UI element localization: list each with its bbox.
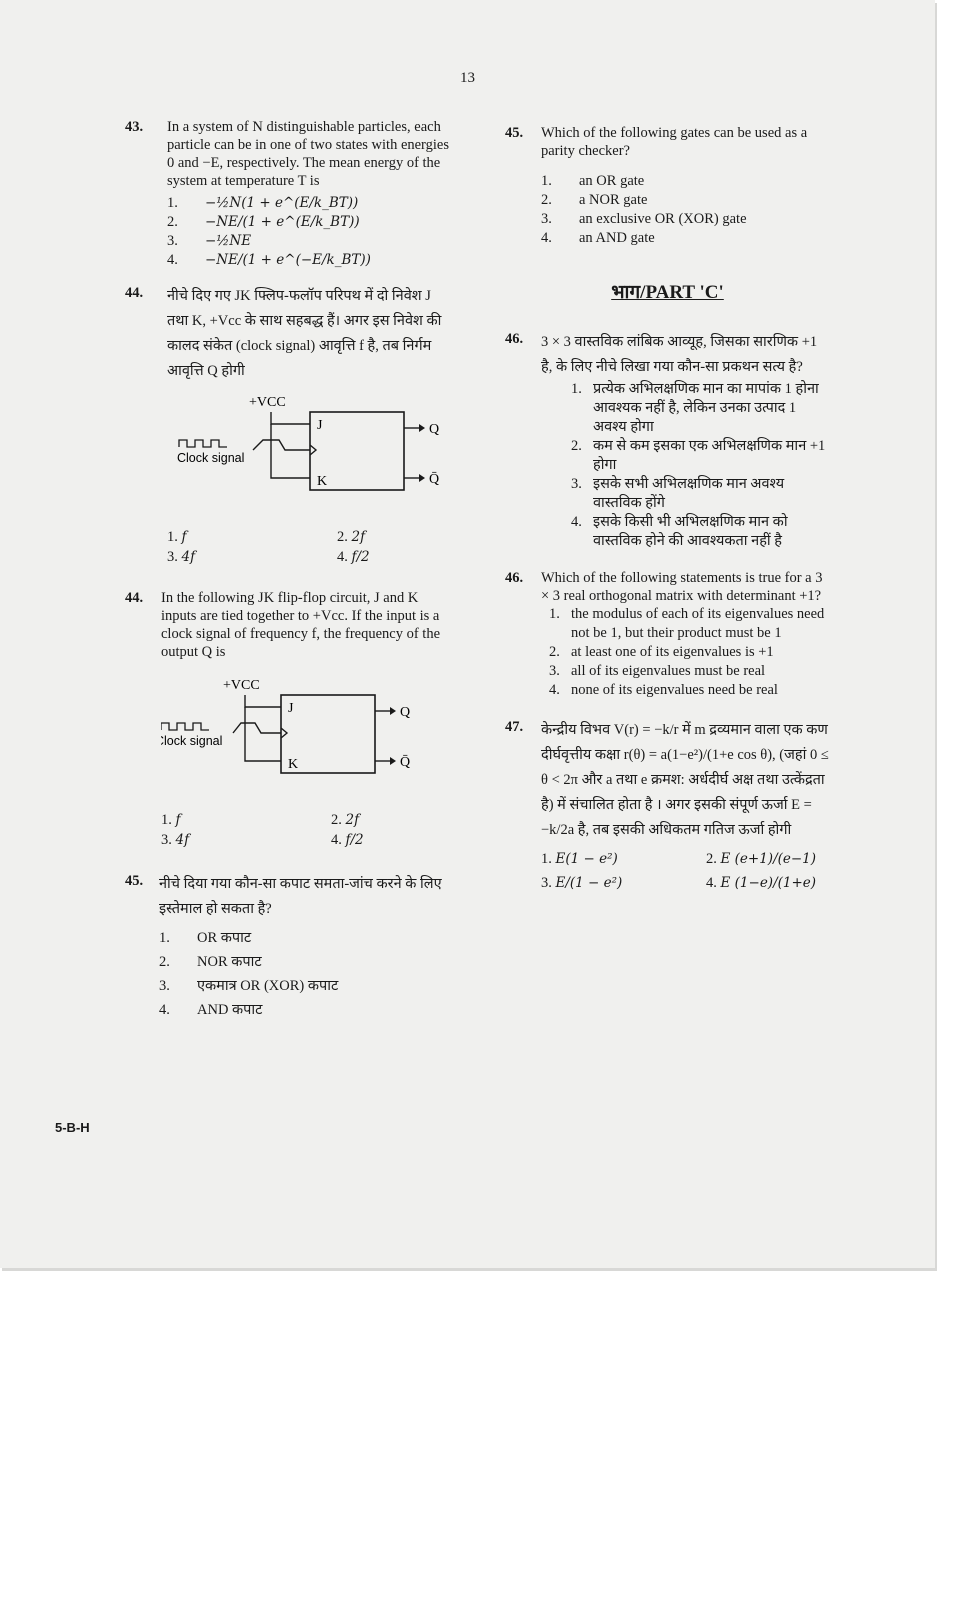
page-number: 13 (460, 70, 475, 86)
question-45-english (505, 124, 830, 248)
options-grid (541, 847, 830, 895)
clock-wire (253, 440, 310, 450)
option-4: 4. an AND gate (541, 230, 655, 246)
question-number: 46. (505, 331, 524, 347)
option-3: 3. 4f (167, 549, 196, 565)
options-grid (167, 527, 455, 567)
part-heading: भाग/PART 'C' (611, 282, 724, 303)
clock-signal-label: Clock signal (161, 734, 223, 748)
option-2: 2. 2f (337, 529, 366, 545)
option-4: 4. f/2 (337, 549, 370, 565)
clock-signal-label: Clock signal (177, 451, 245, 465)
j-label: J (317, 418, 323, 433)
question-47-hindi (505, 718, 830, 895)
qbar-output-label: Q̄ (400, 755, 411, 770)
question-text: Which of the following gates can be used as a parity checker? (541, 125, 808, 159)
question-text: In a system of N distinguishable particles, each particle can be in one of two states with energies 0 and −E, respectively. The mean energy of the system at temperature T is (167, 119, 449, 189)
option-3: 3. an exclusive OR (XOR) gate (541, 211, 747, 227)
option-3: 3. एकमात्र OR (XOR) कपाट (159, 978, 339, 994)
k-label: K (288, 757, 299, 772)
options-grid (161, 810, 455, 850)
qbar-output-label: Q̄ (429, 472, 440, 487)
left-column (125, 118, 455, 1036)
q-output-label: Q (400, 705, 411, 720)
j-wire (271, 412, 310, 424)
option-2: 2. कम से कम इसका एक अभिलक्षणिक मान +1 होगा (571, 438, 826, 473)
clock-wire (233, 723, 281, 733)
option-2: 2. E (e+1)/(e−1) (706, 851, 817, 867)
option-1: 1. the modulus of each of its eigenvalues need not be 1, but their product must be 1 (549, 606, 825, 641)
option-1: 1. −½N(1 + e^(E/k_BT)) (167, 195, 359, 211)
clock-triangle (310, 445, 316, 455)
question-number: 44. (125, 285, 144, 301)
footer-code: 5-B-H (55, 1120, 90, 1135)
k-wire (271, 424, 310, 478)
clock-triangle (281, 728, 287, 738)
option-2: 2. 2f (331, 812, 360, 828)
option-1: 1. E(1 − e²) (541, 851, 618, 867)
option-4: 4. इसके किसी भी अभिलक्षणिक मान को वास्तविक होने की आवश्यकता नहीं है (571, 514, 788, 549)
j-wire (245, 695, 281, 707)
option-4: 4. AND कपाट (159, 1002, 263, 1018)
question-number: 43. (125, 119, 144, 135)
question-text: केन्द्रीय विभव V(r) = −k/r में m द्रव्यमान वाला एक कण दीर्घवृत्तीय कक्षा r(θ) = a(1−e²)/(1+e cos θ), (जहां 0 ≤ θ < 2π और a तथा e क्रमश: अर्धदीर्घ अक्ष तथा उत्केंद्रता है) में संचालित होता है । अगर इसकी संपूर्ण ऊर्जा E = −k/2a है, तब इसकी अधिकतम गतिज ऊर्जा होगी (541, 722, 829, 838)
question-text: नीचे दिया गया कौन-सा कपाट समता-जांच करने के लिए इस्तेमाल हो सकता है? (159, 876, 442, 917)
question-text: नीचे दिए गए JK फ्लिप-फलॉप परिपथ में दो निवेश J तथा K, +Vcc के साथ सहबद्ध हैं। अगर इस निवेश की कालद संकेत (clock signal) आवृत्ति f है, तब निर्गम आवृत्ति Q होगी (167, 288, 442, 379)
option-1: 1. f (161, 812, 181, 828)
option-4: 4. f/2 (331, 832, 364, 848)
question-44-hindi (125, 284, 455, 567)
option-4: 4. −NE/(1 + e^(−E/k_BT)) (167, 252, 371, 268)
question-number: 44. (125, 590, 144, 606)
question-number: 45. (505, 125, 524, 141)
option-3: 3. all of its eigenvalues must be real (549, 663, 766, 679)
option-4: 4. none of its eigenvalues need be real (549, 682, 778, 698)
question-number: 45. (125, 873, 144, 889)
square-wave-icon (161, 723, 209, 730)
question-46-hindi (505, 330, 830, 551)
q-output-label: Q (429, 422, 440, 437)
question-44-english (125, 589, 455, 850)
right-column (505, 118, 830, 909)
option-1: 1. प्रत्येक अभिलक्षणिक मान का मापांक 1 होना आवश्यक नहीं है, लेकिन उनका उत्पाद 1 अवश्य होगा (571, 381, 819, 435)
k-wire (245, 707, 281, 761)
question-43 (125, 118, 455, 270)
vcc-label: +VCC (249, 395, 286, 410)
j-label: J (288, 701, 294, 716)
option-1: 1. f (167, 529, 187, 545)
option-2: 2. a NOR gate (541, 192, 648, 208)
option-3: 3. −½NE (167, 233, 252, 249)
option-2: 2. at least one of its eigenvalues is +1 (549, 644, 774, 660)
question-text: Which of the following statements is true for a 3 × 3 real orthogonal matrix with determinant +1? (541, 570, 823, 604)
option-2: 2. NOR कपाट (159, 954, 262, 970)
option-3: 3. 4f (161, 832, 190, 848)
jk-flipflop-diagram-hindi (167, 392, 457, 510)
k-label: K (317, 474, 328, 489)
option-1: 1. an OR gate (541, 173, 645, 189)
question-number: 47. (505, 719, 524, 735)
question-number: 46. (505, 570, 524, 586)
question-text: 3 × 3 वास्तविक लांबिक आव्यूह, जिसका सारणिक +1 है, के लिए नीचे लिखा गया कौन-सा प्रकथन सत्य है? (541, 334, 818, 375)
question-text: In the following JK flip-flop circuit, J and K inputs are tied together to +Vcc. If the input is a clock signal of frequency f, the frequency of the output Q is (161, 590, 441, 660)
option-4: 4. E (1−e)/(1+e) (706, 875, 817, 891)
option-3: 3. इसके सभी अभिलक्षणिक मान अवश्य वास्तविक होंगे (571, 476, 785, 511)
vcc-label: +VCC (223, 678, 260, 693)
option-3: 3. E/(1 − e²) (541, 875, 623, 891)
option-2: 2. −NE/(1 + e^(E/k_BT)) (167, 214, 360, 230)
square-wave-icon (179, 440, 227, 447)
option-1: 1. OR कपाट (159, 930, 252, 946)
jk-flipflop-diagram-english (161, 675, 451, 793)
question-45-hindi (125, 872, 455, 1022)
question-46-english (505, 569, 830, 700)
